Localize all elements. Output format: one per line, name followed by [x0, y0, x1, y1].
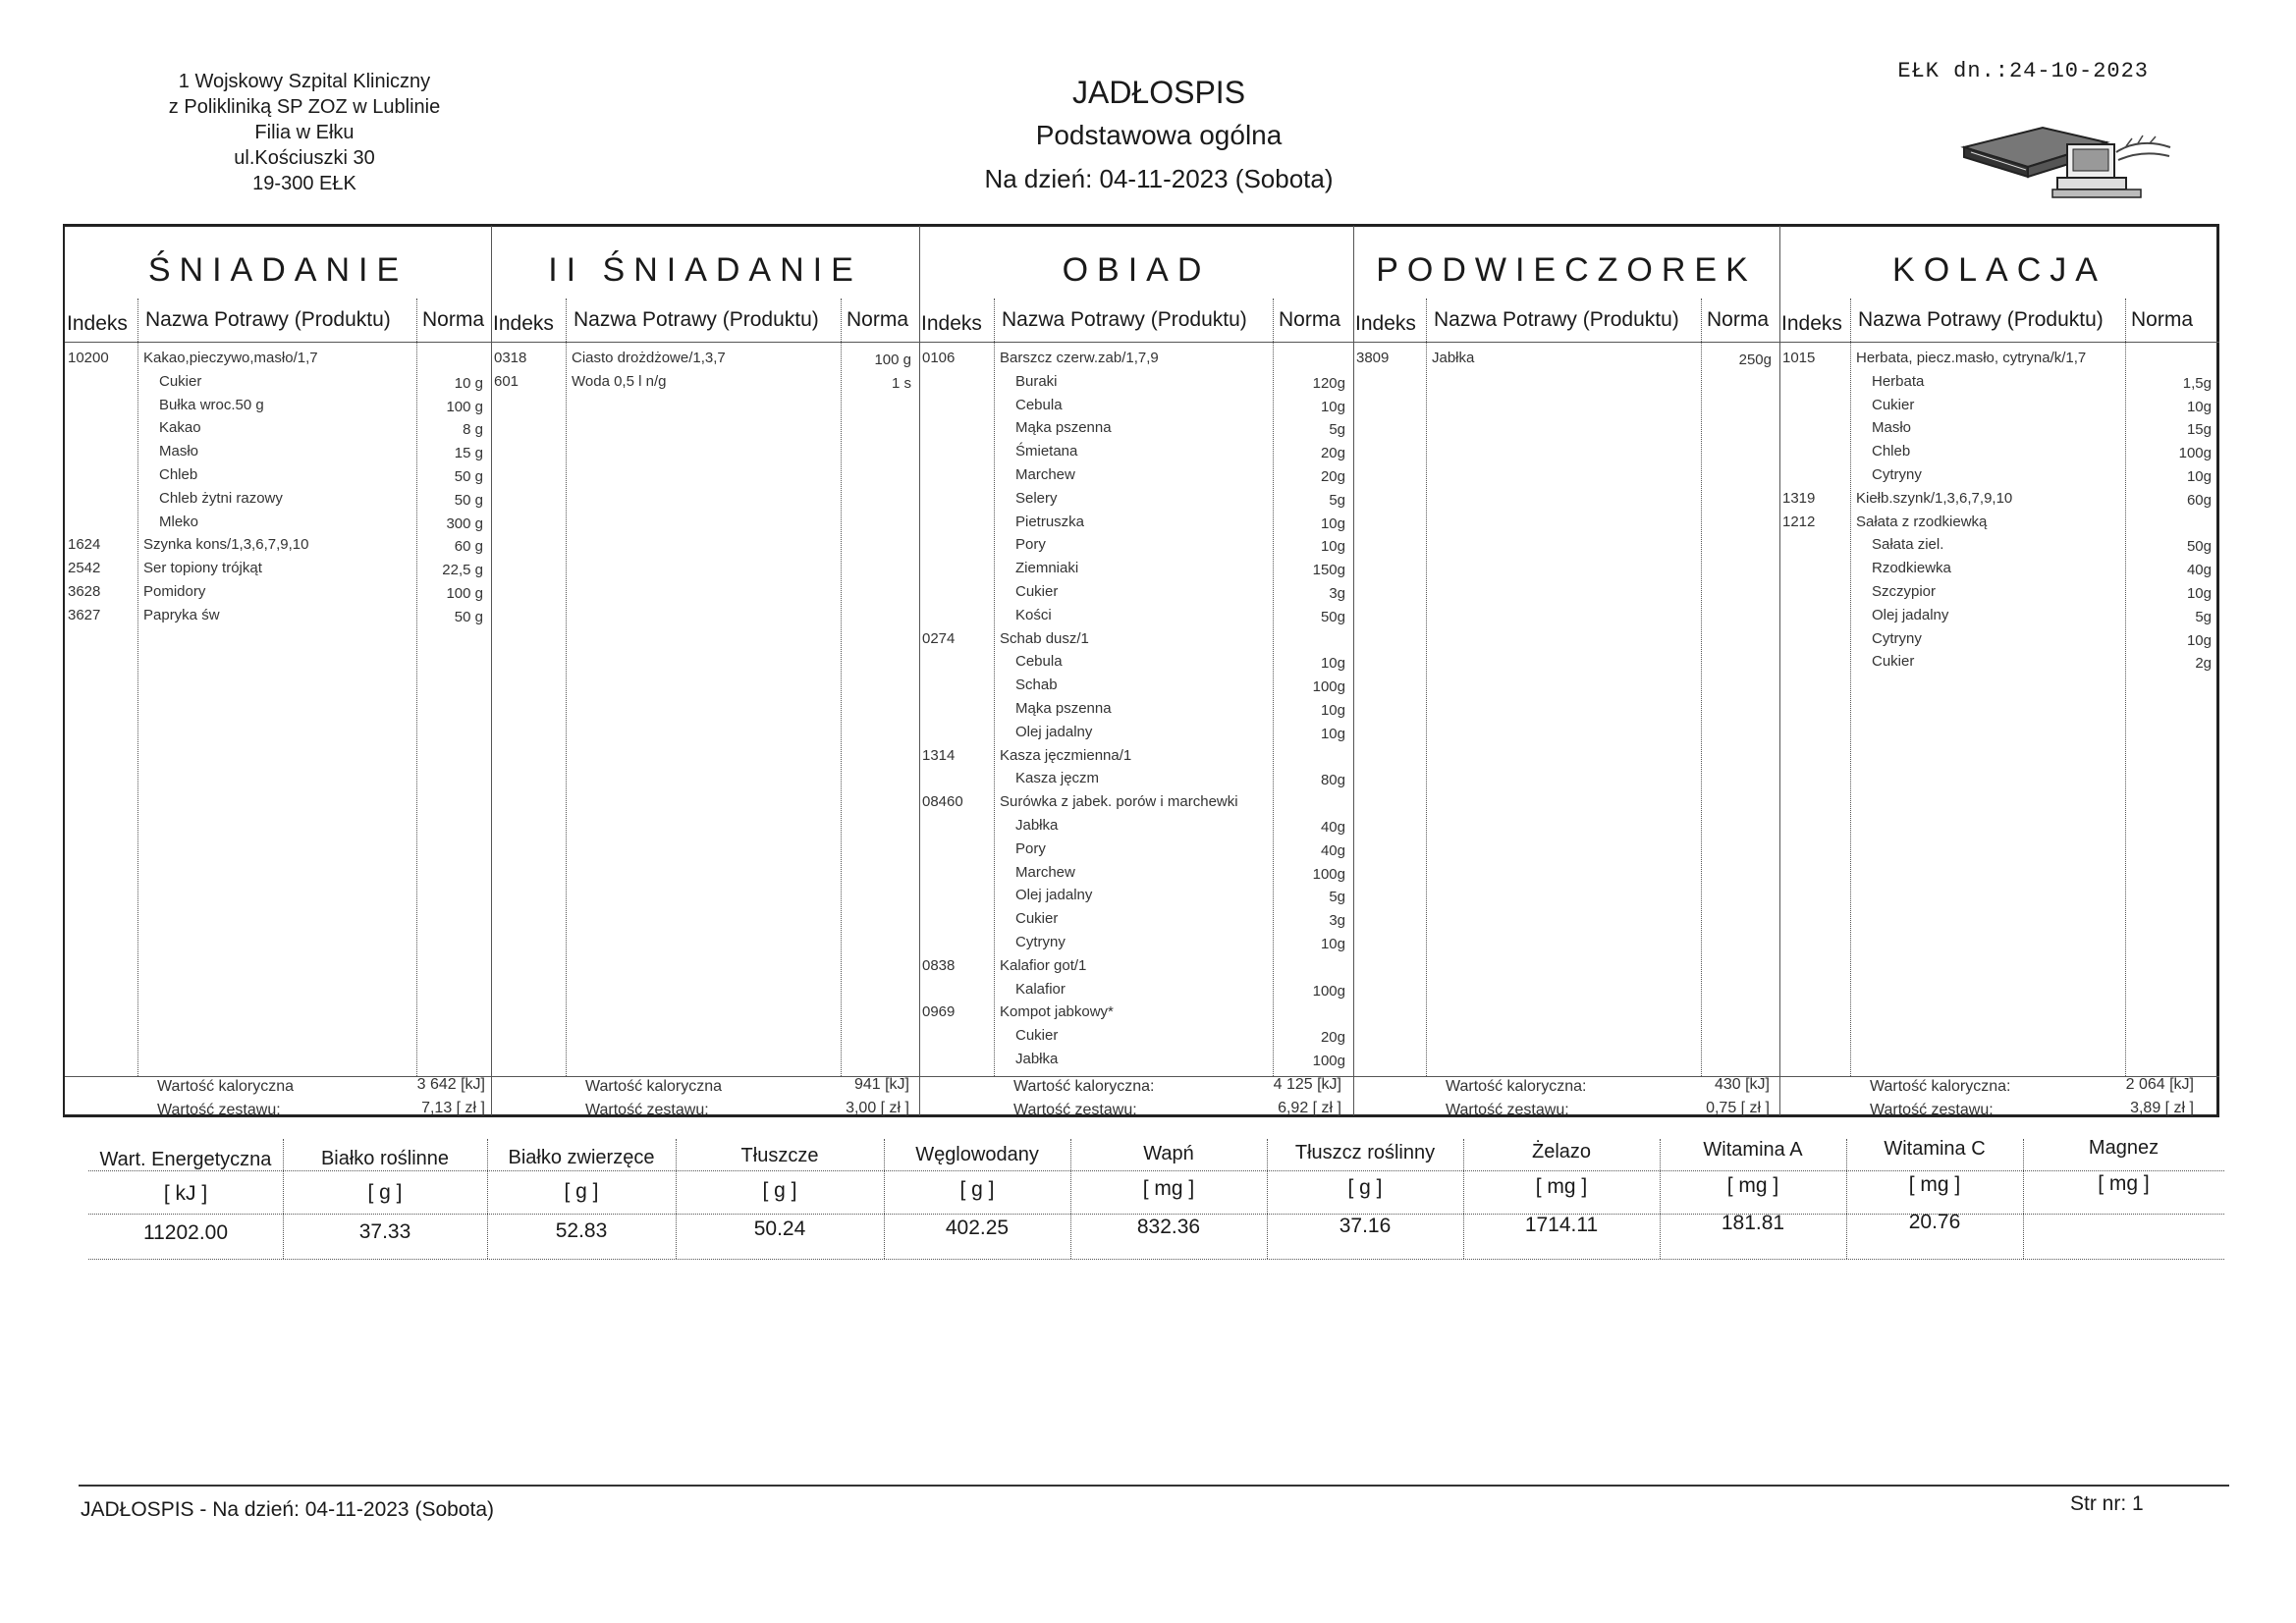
- row-norm: 50 g: [454, 468, 483, 485]
- row-norm: 5g: [1329, 889, 1345, 906]
- column-separator: [137, 298, 138, 1076]
- row-norm: 3g: [1329, 912, 1345, 930]
- cost-label: Wartość zestawu:: [1446, 1102, 1569, 1118]
- row-name: Ciasto drożdżowe/1,3,7: [572, 350, 726, 366]
- institution-line: 1 Wojskowy Szpital Kliniczny: [178, 71, 431, 92]
- row-name: Cytryny: [1872, 629, 1922, 647]
- column-header-index: Indeks: [921, 312, 982, 335]
- cost-value: 3,00 [ zł ]: [846, 1100, 909, 1116]
- nutrient-value: 832.36: [1136, 1216, 1201, 1238]
- row-name: Pomidory: [143, 583, 206, 600]
- print-date: EŁK dn.:24-10-2023: [1897, 59, 2149, 83]
- nutrition-bottom-line: [88, 1259, 2224, 1260]
- row-name: Barszcz czerw.zab/1,7,9: [1000, 350, 1159, 366]
- row-name: Papryka św: [143, 606, 220, 623]
- nutrient-value: 1714.11: [1524, 1213, 1599, 1236]
- row-name: Sałata ziel.: [1872, 536, 1944, 554]
- row-name: Selery: [1015, 489, 1058, 507]
- column-header-index: Indeks: [493, 312, 554, 335]
- row-norm: 50 g: [454, 608, 483, 625]
- nutrient-name: Białko roślinne: [320, 1147, 450, 1169]
- column-separator: [2125, 298, 2126, 1076]
- row-norm: 250g: [1738, 352, 1772, 368]
- row-norm: 15 g: [454, 445, 483, 462]
- row-name: Olej jadalny: [1872, 606, 1949, 623]
- row-norm: 150g: [1312, 562, 1345, 579]
- energy-label: Wartość kaloryczna: [157, 1078, 294, 1095]
- row-norm: 10g: [1320, 702, 1345, 719]
- energy-value: 3 642 [kJ]: [416, 1076, 485, 1093]
- row-name: Kiełb.szynk/1,3,6,7,9,10: [1856, 489, 2013, 507]
- column-header-norm: Norma: [1279, 308, 1341, 331]
- column-header-norm: Norma: [847, 308, 909, 331]
- row-name: Cukier: [1872, 653, 1915, 671]
- section-separator: [1779, 226, 1780, 1115]
- institution-line: 19-300 EŁK: [252, 173, 356, 194]
- row-index: 10200: [68, 350, 109, 366]
- row-index: 0838: [922, 956, 956, 974]
- section-separator: [919, 226, 920, 1115]
- nutrient-value: 181.81: [1721, 1212, 1785, 1235]
- row-index: 0969: [922, 1003, 956, 1021]
- column-header-norm: Norma: [2131, 308, 2194, 331]
- institution-line: Filia w Ełku: [254, 122, 355, 143]
- row-name: Schab dusz/1: [1000, 629, 1089, 647]
- nutrient-unit: [ mg ]: [1908, 1173, 1961, 1196]
- row-norm: 100 g: [446, 398, 483, 415]
- row-index: 2542: [68, 560, 101, 577]
- row-norm: 10g: [1320, 398, 1345, 415]
- meal-title: PODWIECZOREK: [1376, 251, 1757, 289]
- nutrient-unit: [ mg ]: [2098, 1172, 2150, 1195]
- row-norm: 2g: [2195, 655, 2212, 673]
- row-index: 601: [494, 372, 519, 390]
- row-index: 0318: [494, 350, 527, 366]
- row-name: Bułka wroc.50 g: [159, 396, 264, 413]
- row-norm: 100g: [1312, 865, 1345, 883]
- row-name: Mąka pszenna: [1015, 700, 1112, 717]
- nutrient-name: Wart. Energetyczna: [99, 1149, 272, 1170]
- row-name: Sałata z rzodkiewką: [1856, 513, 1988, 530]
- nutrient-unit: [ g ]: [1347, 1176, 1383, 1199]
- nutrient-value: 20.76: [1908, 1211, 1961, 1234]
- row-name: Herbata, piecz.masło, cytryna/k/1,7: [1856, 350, 2087, 366]
- row-index: 1015: [1782, 350, 1816, 366]
- row-norm: 20g: [1320, 445, 1345, 462]
- row-name: Kalafior: [1015, 980, 1066, 998]
- energy-label: Wartość kaloryczna:: [1013, 1078, 1155, 1095]
- row-norm: 50g: [1320, 608, 1345, 625]
- nutrient-unit: [ g ]: [762, 1179, 797, 1202]
- row-name: Rzodkiewka: [1872, 560, 1951, 577]
- row-name: Cukier: [1015, 910, 1059, 928]
- row-name: Kasza jęczm: [1015, 770, 1100, 787]
- row-norm: 10g: [1320, 538, 1345, 556]
- document-title-block: [746, 71, 1571, 200]
- nutrient-unit: [ mg ]: [1535, 1175, 1588, 1198]
- row-name: Woda 0,5 l n/g: [572, 372, 667, 390]
- nutrient-name: Żelazo: [1531, 1140, 1592, 1163]
- row-name: Marchew: [1015, 466, 1075, 483]
- nutrient-name: Witamina A: [1703, 1139, 1803, 1162]
- row-norm: 100g: [1312, 1053, 1345, 1069]
- row-name: Chleb żytni razowy: [159, 489, 283, 507]
- row-name: Kalafior got/1: [1000, 956, 1087, 974]
- cost-value: 6,92 [ zł ]: [1278, 1100, 1341, 1116]
- row-name: Pietruszka: [1015, 513, 1085, 530]
- row-name: Ziemniaki: [1015, 560, 1079, 577]
- document-title: JADŁOSPIS: [1071, 75, 1246, 110]
- row-name: Mleko: [159, 513, 199, 530]
- column-header-norm: Norma: [1707, 308, 1770, 331]
- row-norm: 20g: [1320, 468, 1345, 485]
- row-name: Schab: [1015, 676, 1058, 694]
- row-name: Cytryny: [1015, 934, 1066, 950]
- row-norm: 5g: [1329, 421, 1345, 439]
- cost-value: 0,75 [ zł ]: [1706, 1100, 1770, 1116]
- row-name: Cukier: [1872, 396, 1915, 413]
- column-header-divider: [65, 342, 2219, 343]
- row-name: Masło: [159, 443, 199, 460]
- row-index: 0274: [922, 629, 956, 647]
- row-index: 3628: [68, 583, 101, 600]
- row-name: Kakao: [159, 419, 201, 437]
- institution-line: ul.Kościuszki 30: [234, 147, 375, 169]
- row-name: Pory: [1015, 839, 1046, 857]
- row-norm: 100g: [2178, 445, 2212, 462]
- row-index: 1212: [1782, 513, 1816, 530]
- row-name: Jabłka: [1015, 817, 1059, 834]
- row-name: Szynka kons/1,3,6,7,9,10: [143, 536, 309, 554]
- nutrient-name: Tłuszcze: [740, 1145, 819, 1167]
- row-norm: 22,5 g: [442, 562, 483, 579]
- nutrient-unit: [ mg ]: [1726, 1174, 1779, 1197]
- energy-value: 941 [kJ]: [853, 1076, 909, 1093]
- row-name: Cebula: [1015, 653, 1063, 671]
- nutrition-row-divider: [88, 1170, 2224, 1171]
- row-name: Cukier: [1015, 583, 1059, 600]
- row-index: 3627: [68, 606, 101, 623]
- nutrient-name: Witamina C: [1884, 1138, 1986, 1161]
- nutrient-name: Magnez: [2088, 1137, 2159, 1159]
- row-norm: 10g: [1320, 936, 1345, 952]
- row-norm: 100g: [1312, 678, 1345, 696]
- row-norm: 10 g: [454, 374, 483, 392]
- footer-title: JADŁOSPIS - Na dzień: 04-11-2023 (Sobota): [81, 1498, 494, 1521]
- cost-value: 3,89 [ zł ]: [2130, 1100, 2194, 1116]
- nutrient-value: 50.24: [753, 1217, 806, 1241]
- column-header-name: Nazwa Potrawy (Produktu): [1434, 308, 1679, 331]
- row-norm: 10g: [1320, 514, 1345, 532]
- row-name: Pory: [1015, 536, 1046, 554]
- row-norm: 10g: [1320, 725, 1345, 742]
- row-norm: 8 g: [463, 421, 483, 439]
- nutrient-name: Białko zwierzęce: [508, 1146, 655, 1168]
- nutrient-unit: [ kJ ]: [163, 1182, 208, 1205]
- document-date: Na dzień: 04-11-2023 (Sobota): [984, 164, 1334, 193]
- row-name: Cukier: [159, 372, 202, 390]
- row-name: Olej jadalny: [1015, 723, 1093, 740]
- energy-label: Wartość kaloryczna:: [1446, 1078, 1587, 1095]
- row-name: Olej jadalny: [1015, 887, 1093, 904]
- row-norm: 20g: [1320, 1029, 1345, 1047]
- row-index: 3809: [1356, 350, 1390, 366]
- row-norm: 15g: [2186, 421, 2212, 439]
- column-separator: [841, 298, 842, 1076]
- column-separator: [416, 298, 417, 1076]
- row-norm: 3g: [1329, 585, 1345, 602]
- column-header-index: Indeks: [1781, 312, 1842, 335]
- cost-label: Wartość zestawu:: [585, 1102, 709, 1118]
- nutrient-unit: [ g ]: [564, 1180, 599, 1203]
- row-name: Marchew: [1015, 863, 1075, 881]
- row-name: Kakao,pieczywo,masło/1,7: [143, 350, 318, 366]
- row-name: Jabłka: [1015, 1051, 1059, 1067]
- page-number: Str nr: 1: [2070, 1492, 2144, 1515]
- cost-label: Wartość zestawu:: [1013, 1102, 1137, 1118]
- energy-value: 2 064 [kJ]: [2125, 1076, 2194, 1093]
- institution-line: z Polikliniką SP ZOZ w Lublinie: [168, 96, 441, 118]
- document-subtitle: Podstawowa ogólna: [1035, 120, 1283, 150]
- row-name: Jabłka: [1432, 350, 1475, 366]
- column-header-index: Indeks: [1355, 312, 1416, 335]
- row-norm: 60 g: [454, 538, 483, 556]
- row-name: Cebula: [1015, 396, 1063, 413]
- row-norm: 10g: [2186, 398, 2212, 415]
- row-name: Kości: [1015, 606, 1052, 623]
- nutrient-name: Węglowodany: [915, 1144, 1039, 1166]
- nutrient-value: 402.25: [945, 1217, 1010, 1240]
- row-norm: 80g: [1320, 772, 1345, 789]
- cost-label: Wartość zestawu:: [1870, 1102, 1994, 1118]
- nutrient-value: 37.33: [358, 1219, 411, 1243]
- nutrient-name: Tłuszcz roślinny: [1294, 1141, 1436, 1163]
- nutrient-unit: [ mg ]: [1142, 1177, 1195, 1200]
- nutrient-unit: [ g ]: [367, 1181, 403, 1204]
- row-norm: 100 g: [446, 585, 483, 602]
- row-name: Masło: [1872, 419, 1912, 437]
- column-separator: [566, 298, 567, 1076]
- row-norm: 1 s: [891, 374, 911, 392]
- row-norm: 5g: [2195, 608, 2212, 625]
- institution-address: [108, 69, 501, 196]
- column-separator: [1426, 298, 1427, 1076]
- row-norm: 300 g: [446, 514, 483, 532]
- nutrient-name: Wapń: [1143, 1143, 1194, 1164]
- row-name: Mąka pszenna: [1015, 419, 1112, 437]
- row-name: Szczypior: [1872, 583, 1937, 600]
- row-index: 1624: [68, 536, 101, 554]
- meal-title: OBIAD: [1062, 251, 1211, 289]
- row-name: Kompot jabkowy*: [1000, 1003, 1114, 1021]
- row-norm: 10g: [2186, 631, 2212, 649]
- column-separator: [1701, 298, 1702, 1076]
- row-name: Surówka z jabek. porów i marchewki: [1000, 793, 1238, 811]
- row-index: 1319: [1782, 489, 1816, 507]
- row-index: 1314: [922, 746, 956, 764]
- row-name: Buraki: [1015, 372, 1058, 390]
- meal-title: ŚNIADANIE: [147, 251, 409, 289]
- row-norm: 50g: [2186, 538, 2212, 556]
- column-separator: [994, 298, 995, 1076]
- meal-title: II ŚNIADANIE: [548, 251, 862, 289]
- row-norm: 40g: [2186, 562, 2212, 579]
- nutrient-value: 37.16: [1339, 1214, 1392, 1237]
- row-index: 08460: [922, 793, 963, 811]
- row-norm: 120g: [1312, 374, 1345, 392]
- energy-label: Wartość kaloryczna: [585, 1078, 722, 1095]
- column-header-index: Indeks: [67, 312, 128, 335]
- row-norm: 40g: [1320, 819, 1345, 836]
- row-norm: 5g: [1329, 491, 1345, 509]
- row-name: Kasza jęczmienna/1: [1000, 746, 1132, 764]
- row-name: Herbata: [1872, 372, 1925, 390]
- row-norm: 10g: [2186, 585, 2212, 602]
- row-norm: 60g: [2186, 491, 2212, 509]
- row-name: Cukier: [1015, 1027, 1059, 1045]
- row-norm: 40g: [1320, 841, 1345, 859]
- column-header-norm: Norma: [422, 308, 485, 331]
- column-header-name: Nazwa Potrawy (Produktu): [1858, 308, 2104, 331]
- column-separator: [1850, 298, 1851, 1076]
- column-header-name: Nazwa Potrawy (Produktu): [1002, 308, 1247, 331]
- footer-divider: [79, 1485, 2229, 1487]
- row-name: Chleb: [159, 466, 198, 483]
- nutrient-unit: [ g ]: [959, 1178, 995, 1201]
- row-norm: 1,5g: [2182, 374, 2212, 392]
- row-norm: 100 g: [874, 352, 911, 368]
- row-norm: 10g: [2186, 468, 2212, 485]
- cost-label: Wartość zestawu:: [157, 1102, 281, 1118]
- section-separator: [1353, 226, 1354, 1115]
- energy-value: 430 [kJ]: [1714, 1076, 1770, 1093]
- row-index: 0106: [922, 350, 956, 366]
- nutrient-value: 52.83: [555, 1218, 608, 1242]
- section-separator: [491, 226, 492, 1115]
- row-name: Chleb: [1872, 443, 1911, 460]
- row-name: Ser topiony trójkąt: [143, 560, 262, 577]
- row-norm: 50 g: [454, 491, 483, 509]
- meal-title: KOLACJA: [1892, 251, 2106, 289]
- nutrient-value: 11202.00: [142, 1221, 229, 1244]
- column-header-name: Nazwa Potrawy (Produktu): [574, 308, 819, 331]
- row-norm: 10g: [1320, 655, 1345, 673]
- row-name: Cytryny: [1872, 466, 1922, 483]
- energy-label: Wartość kaloryczna:: [1870, 1078, 2011, 1095]
- cost-value: 7,13 [ zł ]: [421, 1100, 485, 1116]
- book-computer-clipart-icon: [1959, 113, 2175, 201]
- energy-value: 4 125 [kJ]: [1273, 1076, 1341, 1093]
- row-norm: 100g: [1312, 982, 1345, 1000]
- row-name: Śmietana: [1015, 443, 1078, 460]
- column-header-name: Nazwa Potrawy (Produktu): [145, 308, 391, 331]
